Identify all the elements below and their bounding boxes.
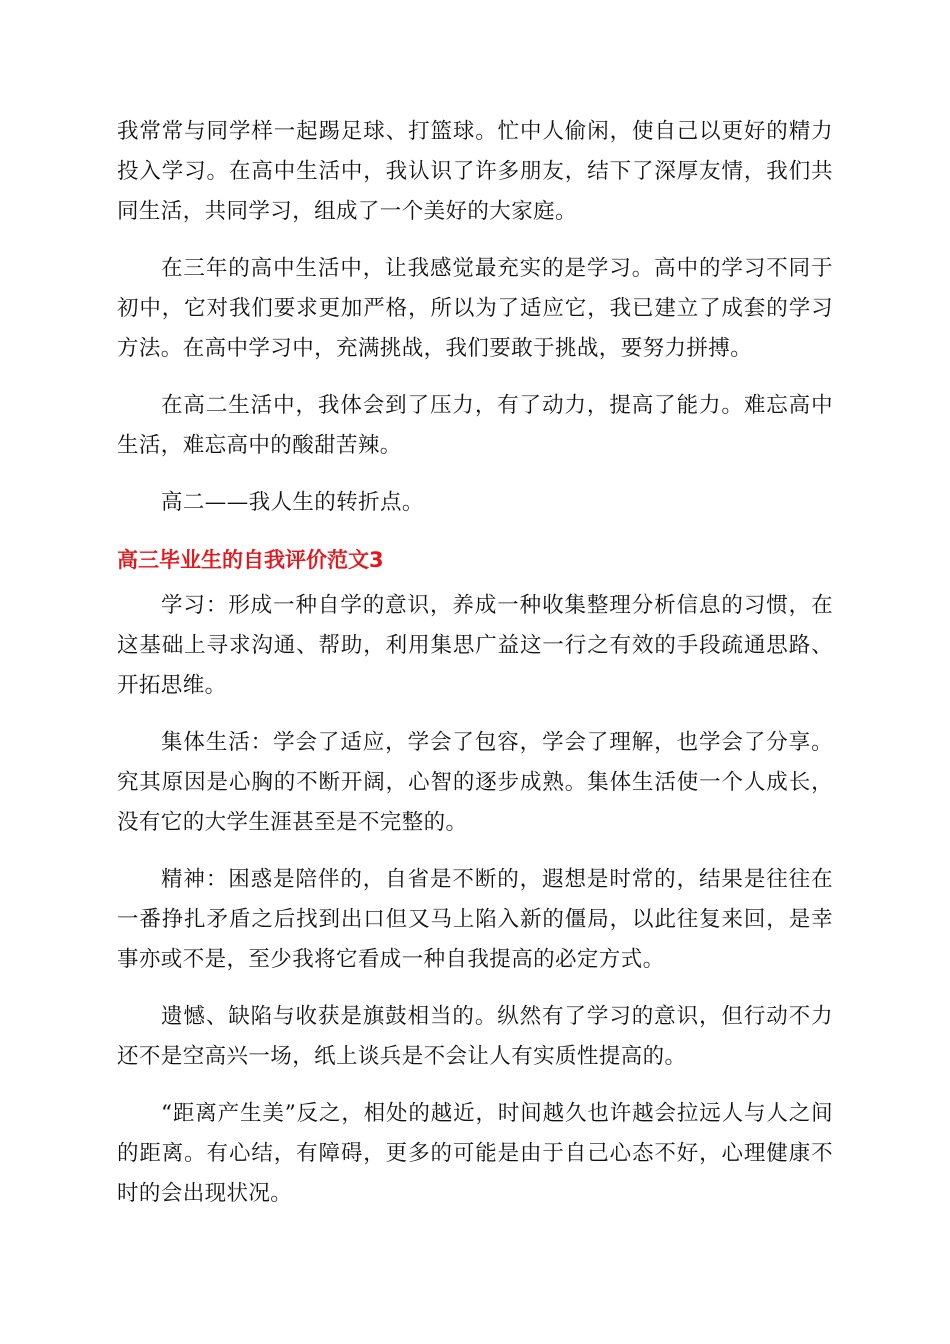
paragraph-turning-point: 高二——我人生的转折点。 [161, 490, 424, 515]
paragraph-continuation: 我常常与同学样一起踢足球、打篮球。忙中人偷闲，使自己以更好的精力投入学习。在高中生活中，我认识了许多朋友，结下了深厚友情，我们共同生活，共同学习，组成了一个美好的大家庭。 [117, 119, 833, 224]
paragraph-distance: “距离产生美”反之，相处的越近，时间越久也许越会拉远人与人之间的距离。有心结，有障碍，更多的可能是由于自己心态不好，心理健康不时的会出现状况。 [117, 1101, 833, 1206]
section-heading: 高三毕业生的自我评价范文3 [117, 548, 384, 572]
paragraph-senior-two-pressure: 在高二生活中，我体会到了压力，有了动力，提高了能力。难忘高中生活，难忘高中的酸甜苦辣。 [117, 393, 833, 458]
paragraph-study-three-years: 在三年的高中生活中，让我感觉最充实的是学习。高中的学习不同于初中，它对我们要求更加严格，所以为了适应它，我已建立了成套的学习方法。在高中学习中，充满挑战，我们要敢于挑战，要努力拼搏。 [117, 256, 833, 361]
paragraph-collective-life: 集体生活：学会了适应，学会了包容，学会了理解，也学会了分享。究其原因是心胸的不断开阔，心智的逐步成熟。集体生活使一个人成长，没有它的大学生涯甚至是不完整的。 [117, 730, 833, 835]
paragraph-regrets: 遗憾、缺陷与收获是旗鼓相当的。纵然有了学习的意识，但行动不力还不是空高兴一场，纸上谈兵是不会让人有实质性提高的。 [117, 1004, 833, 1069]
document-body [117, 112, 833, 1231]
paragraph-learning: 学习：形成一种自学的意识，养成一种收集整理分析信息的习惯，在这基础上寻求沟通、帮助，利用集思广益这一行之有效的手段疏通思路、开拓思维。 [117, 593, 833, 698]
paragraph-spirit: 精神：困惑是陪伴的，自省是不断的，遐想是时常的，结果是往往在一番挣扎矛盾之后找到出口但又马上陷入新的僵局，以此往复来回，是幸事亦或不是，至少我将它看成一种自我提高的必定方式。 [117, 867, 833, 972]
